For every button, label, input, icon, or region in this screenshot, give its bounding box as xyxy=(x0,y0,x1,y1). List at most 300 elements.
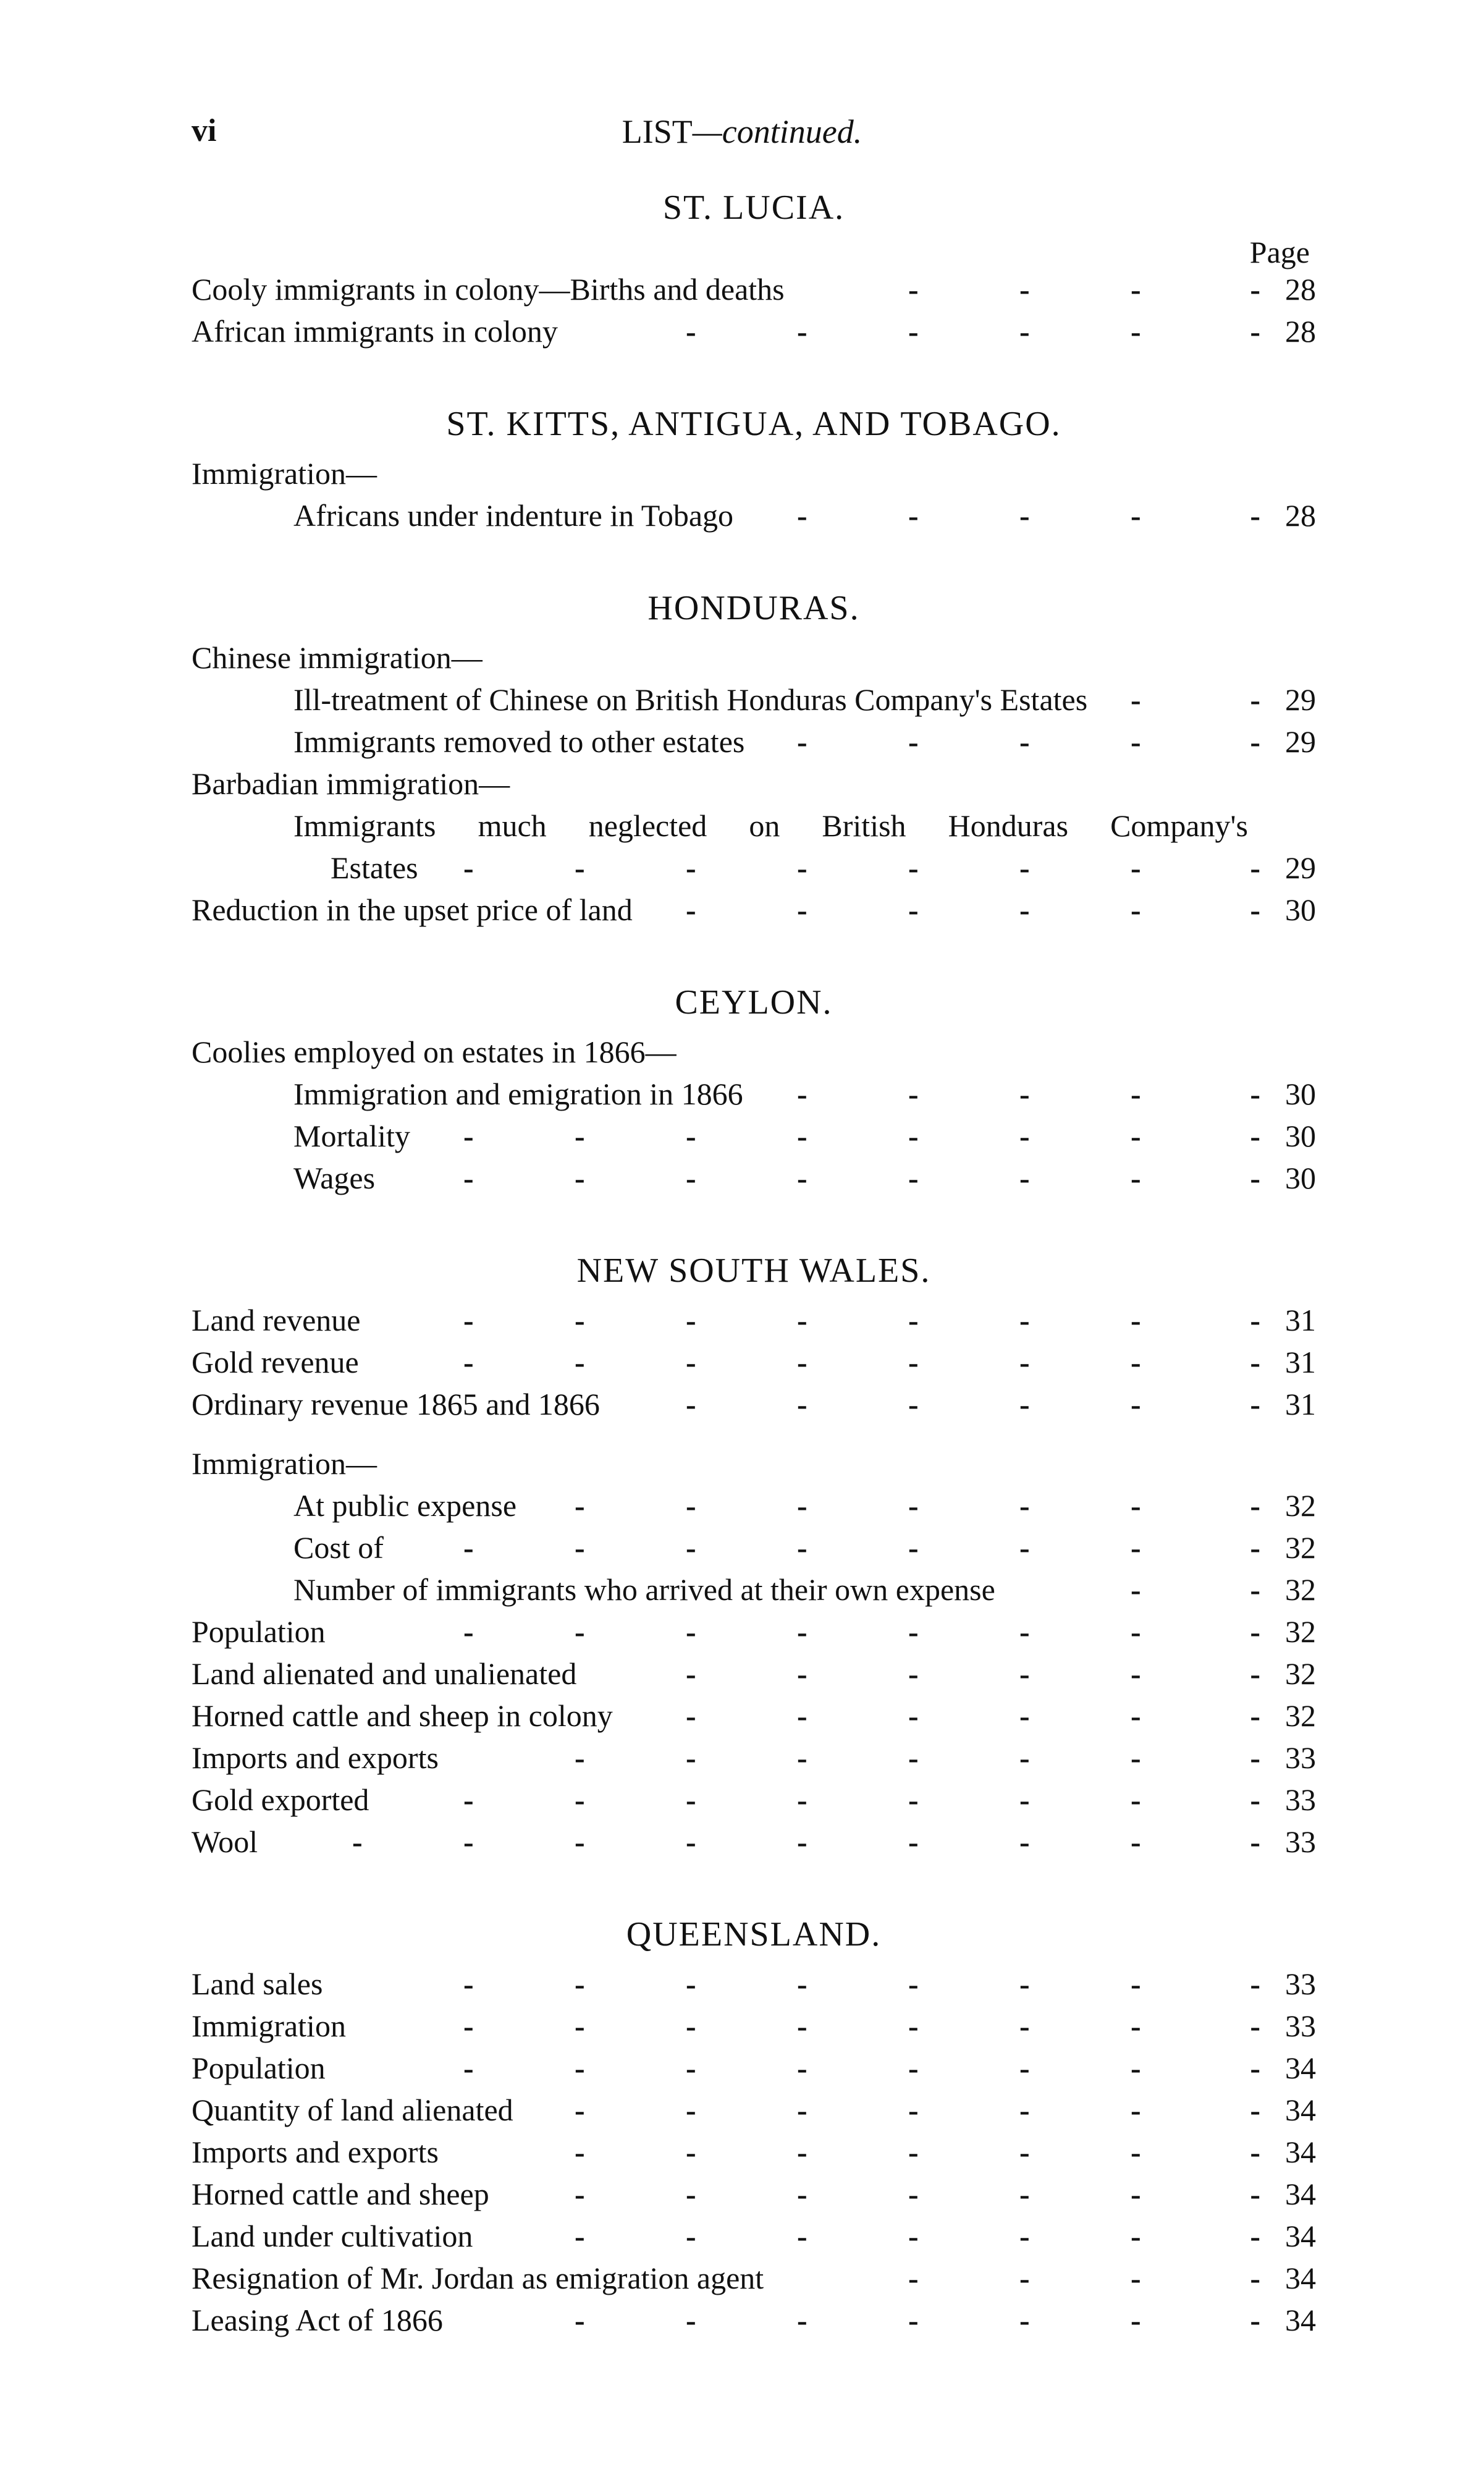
list-entry xyxy=(192,847,1316,889)
leader-dash: - xyxy=(463,1345,474,1379)
leader-dash: - xyxy=(797,2009,807,2043)
list-entry xyxy=(192,1115,1316,1157)
group-heading: Chinese immigration— xyxy=(192,640,483,675)
leader-dash: - xyxy=(908,1530,919,1565)
leader-dash: - xyxy=(463,1530,474,1565)
leader-dash: - xyxy=(908,2051,919,2085)
entry-page: 32 xyxy=(1285,1530,1316,1565)
leader-dash: - xyxy=(1250,1488,1260,1523)
leader-dash: - xyxy=(797,1161,807,1195)
running-title-italic: —continued. xyxy=(692,113,862,150)
leader-dash: - xyxy=(908,1161,919,1195)
entry-text: Land revenue xyxy=(192,1303,361,1337)
section-heading: HONDURAS. xyxy=(647,589,860,627)
leader-dash: - xyxy=(1019,892,1030,927)
list-entry xyxy=(192,889,1316,931)
leader-dash: - xyxy=(1250,1967,1260,2001)
leader-dash: - xyxy=(1250,1077,1260,1111)
group-heading: Immigration— xyxy=(192,456,377,491)
leader-dash: - xyxy=(1131,1782,1141,1817)
list-entry xyxy=(192,494,1316,536)
contents-list xyxy=(192,179,1316,2341)
leader-dash: - xyxy=(797,314,807,349)
section-ceylon xyxy=(192,974,1316,1199)
leader-dash: - xyxy=(1019,1530,1030,1565)
leader-dash: - xyxy=(575,1161,585,1195)
leader-dash: - xyxy=(1019,1161,1030,1195)
leader-dash: - xyxy=(1250,1530,1260,1565)
leader-dash: - xyxy=(575,2219,585,2253)
leader-dash: - xyxy=(463,1161,474,1195)
leader-dash: - xyxy=(1019,1740,1030,1775)
entry-page: 34 xyxy=(1285,2303,1316,2337)
entry-text: Estates xyxy=(331,850,418,885)
leader-dash: - xyxy=(1250,682,1260,717)
leader-dash: - xyxy=(1019,1345,1030,1379)
entry-page: 32 xyxy=(1285,1572,1316,1607)
list-entry xyxy=(192,1963,1316,2005)
leader-dash: - xyxy=(1250,724,1260,759)
list-entry xyxy=(192,2173,1316,2215)
leader-dash: - xyxy=(797,1345,807,1379)
leader-dash: - xyxy=(575,2093,585,2127)
leader-dash: - xyxy=(686,1614,696,1649)
list-entry xyxy=(192,1299,1316,1341)
leader-dash: - xyxy=(575,1530,585,1565)
leader-dash: - xyxy=(797,892,807,927)
leader-dash: - xyxy=(1131,1740,1141,1775)
leader-dash: - xyxy=(1019,2177,1030,2211)
leader-dash: - xyxy=(908,1967,919,2001)
entry-page: 31 xyxy=(1285,1387,1316,1421)
entry-page: 29 xyxy=(1285,682,1316,717)
entry-page: 30 xyxy=(1285,892,1316,927)
leader-dash: - xyxy=(686,1698,696,1733)
leader-dash: - xyxy=(797,2135,807,2169)
leader-dash: - xyxy=(463,1614,474,1649)
leader-dash: - xyxy=(1250,892,1260,927)
leader-dash: - xyxy=(463,1782,474,1817)
entry-text: Horned cattle and sheep xyxy=(192,2177,489,2211)
leader-dash: - xyxy=(797,724,807,759)
leader-dash: - xyxy=(1131,2177,1141,2211)
leader-dash: - xyxy=(686,2093,696,2127)
entry-text: Ill-treatment of Chinese on British Honduras Company's Estates xyxy=(293,682,1088,717)
leader-dash: - xyxy=(1250,1119,1260,1153)
leader-dash: - xyxy=(686,1530,696,1565)
leader-dash: - xyxy=(1250,850,1260,885)
list-entry xyxy=(192,1737,1316,1779)
leader-dash: - xyxy=(352,1824,363,1859)
leader-dash: - xyxy=(797,1698,807,1733)
leader-dash: - xyxy=(463,1119,474,1153)
list-entry xyxy=(192,1527,1316,1569)
leader-dash: - xyxy=(1131,2051,1141,2085)
leader-dash: - xyxy=(1250,1656,1260,1691)
leader-dash: - xyxy=(797,850,807,885)
leader-dash: - xyxy=(1250,2009,1260,2043)
section-st-kitts-antigua-tobago xyxy=(192,396,1316,536)
entry-page: 28 xyxy=(1285,272,1316,307)
leader-dash: - xyxy=(463,2009,474,2043)
entry-text: Cost of xyxy=(293,1530,384,1565)
entry-text: Ordinary revenue 1865 and 1866 xyxy=(192,1387,600,1421)
list-entry xyxy=(192,2089,1316,2131)
leader-dash: - xyxy=(908,892,919,927)
entry-text: Reduction in the upset price of land xyxy=(192,892,633,927)
entry-page: 31 xyxy=(1285,1303,1316,1337)
leader-dash: - xyxy=(575,1488,585,1523)
leader-dash: - xyxy=(575,1119,585,1153)
leader-dash: - xyxy=(1250,2219,1260,2253)
entry-page: 30 xyxy=(1285,1077,1316,1111)
leader-dash: - xyxy=(1250,1824,1260,1859)
leader-dash: - xyxy=(686,1161,696,1195)
leader-dash: - xyxy=(908,724,919,759)
leader-dash: - xyxy=(1131,2303,1141,2337)
entry-page: 29 xyxy=(1285,724,1316,759)
section-heading: NEW SOUTH WALES. xyxy=(576,1251,931,1290)
entry-page: 32 xyxy=(1285,1656,1316,1691)
leader-dash: - xyxy=(1131,1698,1141,1733)
leader-dash: - xyxy=(575,1303,585,1337)
entry-text-line: Immigrants much neglected on British Honduras Company's xyxy=(293,808,1248,843)
leader-dash: - xyxy=(686,1303,696,1337)
leader-dash: - xyxy=(686,2303,696,2337)
leader-dash: - xyxy=(797,2219,807,2253)
leader-dash: - xyxy=(686,2009,696,2043)
section-new-south-wales xyxy=(192,1242,1316,1863)
leader-dash: - xyxy=(908,2303,919,2337)
leader-dash: - xyxy=(1131,1303,1141,1337)
leader-dash: - xyxy=(797,498,807,533)
leader-dash: - xyxy=(1131,1656,1141,1691)
group-heading: Coolies employed on estates in 1866— xyxy=(192,1035,677,1069)
entry-page: 33 xyxy=(1285,2009,1316,2043)
list-entry xyxy=(192,2299,1316,2341)
entry-page: 32 xyxy=(1285,1614,1316,1649)
leader-dash: - xyxy=(1250,2051,1260,2085)
leader-dash: - xyxy=(575,2009,585,2043)
leader-dash: - xyxy=(1019,1119,1030,1153)
leader-dash: - xyxy=(797,1740,807,1775)
leader-dash: - xyxy=(575,1614,585,1649)
leader-dash: - xyxy=(1250,314,1260,349)
leader-dash: - xyxy=(908,1782,919,1817)
list-entry xyxy=(192,1695,1316,1737)
entry-page: 30 xyxy=(1285,1119,1316,1153)
list-entry xyxy=(192,679,1316,721)
list-entry xyxy=(192,1383,1316,1425)
entry-text: African immigrants in colony xyxy=(192,314,558,349)
leader-dash: - xyxy=(1019,2303,1030,2337)
running-title xyxy=(0,112,1484,151)
leader-dash: - xyxy=(575,2303,585,2337)
entry-page: 34 xyxy=(1285,2135,1316,2169)
list-entry xyxy=(192,1611,1316,1653)
leader-dash: - xyxy=(1131,1345,1141,1379)
entry-page: 33 xyxy=(1285,1740,1316,1775)
section-st-lucia xyxy=(192,179,1316,352)
entry-page: 30 xyxy=(1285,1161,1316,1195)
entry-page: 32 xyxy=(1285,1488,1316,1523)
leader-dash: - xyxy=(575,2135,585,2169)
leader-dash: - xyxy=(797,1077,807,1111)
leader-dash: - xyxy=(1019,1967,1030,2001)
leader-dash: - xyxy=(908,850,919,885)
entry-text: Immigration xyxy=(192,2009,346,2043)
leader-dash: - xyxy=(575,1782,585,1817)
list-entry xyxy=(192,2005,1316,2047)
leader-dash: - xyxy=(1131,1161,1141,1195)
entry-page: 34 xyxy=(1285,2261,1316,2295)
entry-page: 28 xyxy=(1285,314,1316,349)
entry-text: Africans under indenture in Tobago xyxy=(293,498,734,533)
leader-dash: - xyxy=(686,1345,696,1379)
leader-dash: - xyxy=(908,1387,919,1421)
leader-dash: - xyxy=(1250,2303,1260,2337)
group-heading: Barbadian immigration— xyxy=(192,766,510,801)
leader-dash: - xyxy=(1250,1303,1260,1337)
entry-text: Wages xyxy=(293,1161,376,1195)
leader-dash: - xyxy=(1131,1077,1141,1111)
leader-dash: - xyxy=(1019,724,1030,759)
entry-text: Horned cattle and sheep in colony xyxy=(192,1698,613,1733)
leader-dash: - xyxy=(908,272,919,307)
entry-page: 29 xyxy=(1285,850,1316,885)
leader-dash: - xyxy=(686,2051,696,2085)
section-heading: QUEENSLAND. xyxy=(626,1915,882,1954)
entry-page: 31 xyxy=(1285,1345,1316,1379)
leader-dash: - xyxy=(1250,2093,1260,2127)
running-title-main: LIST xyxy=(622,113,693,150)
list-entry xyxy=(192,2215,1316,2257)
entry-text: Land under cultivation xyxy=(192,2219,473,2253)
leader-dash: - xyxy=(463,2051,474,2085)
leader-dash: - xyxy=(686,1387,696,1421)
leader-dash: - xyxy=(463,1967,474,2001)
leader-dash: - xyxy=(1131,1614,1141,1649)
list-entry xyxy=(192,1157,1316,1199)
leader-dash: - xyxy=(1019,1303,1030,1337)
leader-dash: - xyxy=(1019,498,1030,533)
leader-dash: - xyxy=(1131,1488,1141,1523)
leader-dash: - xyxy=(686,2219,696,2253)
leader-dash: - xyxy=(908,1488,919,1523)
leader-dash: - xyxy=(686,1488,696,1523)
leader-dash: - xyxy=(1250,1572,1260,1607)
leader-dash: - xyxy=(1019,1077,1030,1111)
leader-dash: - xyxy=(1250,2177,1260,2211)
leader-dash: - xyxy=(1019,1698,1030,1733)
leader-dash: - xyxy=(797,1303,807,1337)
leader-dash: - xyxy=(686,2135,696,2169)
list-entry xyxy=(192,268,1316,310)
leader-dash: - xyxy=(1019,272,1030,307)
list-entry xyxy=(192,2257,1316,2299)
leader-dash: - xyxy=(1019,2051,1030,2085)
leader-dash: - xyxy=(1019,2009,1030,2043)
leader-dash: - xyxy=(797,1119,807,1153)
entry-text: Wool xyxy=(192,1824,258,1859)
section-heading: CEYLON. xyxy=(675,983,833,1022)
leader-dash: - xyxy=(575,2051,585,2085)
entry-text: Population xyxy=(192,2051,326,2085)
leader-dash: - xyxy=(575,2177,585,2211)
entry-text: Land sales xyxy=(192,1967,323,2001)
leader-dash: - xyxy=(1250,1782,1260,1817)
leader-dash: - xyxy=(1131,724,1141,759)
leader-dash: - xyxy=(575,1967,585,2001)
entry-text: Leasing Act of 1866 xyxy=(192,2303,443,2337)
list-entry xyxy=(192,1484,1316,1527)
leader-dash: - xyxy=(908,2009,919,2043)
section-heading: ST. KITTS, ANTIGUA, AND TOBAGO. xyxy=(446,405,1061,443)
leader-dash: - xyxy=(1019,2219,1030,2253)
section-queensland xyxy=(192,1906,1316,2341)
leader-dash: - xyxy=(1019,314,1030,349)
list-entry xyxy=(192,1653,1316,1695)
leader-dash: - xyxy=(1019,1782,1030,1817)
entry-page: 33 xyxy=(1285,1967,1316,2001)
entry-page: 33 xyxy=(1285,1782,1316,1817)
entry-text: Land alienated and unalienated xyxy=(192,1656,577,1691)
list-entry xyxy=(192,1341,1316,1383)
entry-page: 34 xyxy=(1285,2051,1316,2085)
list-entry xyxy=(192,1073,1316,1115)
leader-dash: - xyxy=(908,2261,919,2295)
leader-dash: - xyxy=(1250,1345,1260,1379)
leader-dash: - xyxy=(1131,1387,1141,1421)
entry-text: Resignation of Mr. Jordan as emigration agent xyxy=(192,2261,764,2295)
leader-dash: - xyxy=(686,1740,696,1775)
leader-dash: - xyxy=(1250,498,1260,533)
group-heading: Immigration— xyxy=(192,1446,377,1481)
leader-dash: - xyxy=(686,1967,696,2001)
entry-text: Cooly immigrants in colony—Births and deaths xyxy=(192,272,785,307)
section-heading: ST. LUCIA. xyxy=(662,188,845,227)
list-entry xyxy=(192,310,1316,352)
leader-dash: - xyxy=(908,314,919,349)
leader-dash: - xyxy=(575,1824,585,1859)
leader-dash: - xyxy=(1250,1740,1260,1775)
leader-dash: - xyxy=(1250,272,1260,307)
leader-dash: - xyxy=(1131,272,1141,307)
leader-dash: - xyxy=(463,1824,474,1859)
leader-dash: - xyxy=(797,1530,807,1565)
entry-text: Imports and exports xyxy=(192,2135,439,2169)
leader-dash: - xyxy=(797,1387,807,1421)
entry-text: Gold revenue xyxy=(192,1345,359,1379)
list-entry xyxy=(192,2131,1316,2173)
leader-dash: - xyxy=(686,1824,696,1859)
leader-dash: - xyxy=(1131,2261,1141,2295)
leader-dash: - xyxy=(686,2177,696,2211)
leader-dash: - xyxy=(1250,1698,1260,1733)
leader-dash: - xyxy=(1250,1614,1260,1649)
entry-text: Immigrants removed to other estates xyxy=(293,724,745,759)
leader-dash: - xyxy=(1019,1387,1030,1421)
leader-dash: - xyxy=(1019,2261,1030,2295)
leader-dash: - xyxy=(1250,2261,1260,2295)
section-honduras xyxy=(192,580,1316,931)
leader-dash: - xyxy=(908,1614,919,1649)
leader-dash: - xyxy=(1019,2093,1030,2127)
leader-dash: - xyxy=(908,2135,919,2169)
leader-dash: - xyxy=(908,1824,919,1859)
entry-text: Quantity of land alienated xyxy=(192,2093,513,2127)
entry-page: 34 xyxy=(1285,2093,1316,2127)
leader-dash: - xyxy=(908,1303,919,1337)
list-entry xyxy=(192,2047,1316,2089)
leader-dash: - xyxy=(1131,682,1141,717)
running-head xyxy=(0,112,1484,162)
page-column-label: Page xyxy=(1249,235,1310,269)
leader-dash: - xyxy=(1131,1572,1141,1607)
leader-dash: - xyxy=(1250,2135,1260,2169)
leader-dash: - xyxy=(686,314,696,349)
leader-dash: - xyxy=(1131,498,1141,533)
list-entry xyxy=(192,1779,1316,1821)
leader-dash: - xyxy=(1131,1530,1141,1565)
leader-dash: - xyxy=(1131,850,1141,885)
leader-dash: - xyxy=(1131,2093,1141,2127)
leader-dash: - xyxy=(1131,2135,1141,2169)
entry-text: Imports and exports xyxy=(192,1740,439,1775)
entry-text: Number of immigrants who arrived at their own expense xyxy=(293,1572,995,1607)
leader-dash: - xyxy=(797,2093,807,2127)
leader-dash: - xyxy=(908,2219,919,2253)
leader-dash: - xyxy=(1019,850,1030,885)
leader-dash: - xyxy=(797,1656,807,1691)
leader-dash: - xyxy=(797,1488,807,1523)
leader-dash: - xyxy=(908,2177,919,2211)
leader-dash: - xyxy=(908,1656,919,1691)
leader-dash: - xyxy=(1131,314,1141,349)
page-folio: vi xyxy=(192,113,217,148)
leader-dash: - xyxy=(575,1740,585,1775)
entry-text: At public expense xyxy=(293,1488,517,1523)
leader-dash: - xyxy=(797,1967,807,2001)
entry-text: Gold exported xyxy=(192,1782,369,1817)
list-entry xyxy=(192,721,1316,763)
leader-dash: - xyxy=(1019,1614,1030,1649)
entry-page: 34 xyxy=(1285,2177,1316,2211)
list-entry xyxy=(192,1569,1316,1611)
leader-dash: - xyxy=(463,850,474,885)
list-entry xyxy=(192,1821,1316,1863)
leader-dash: - xyxy=(908,2093,919,2127)
leader-dash: - xyxy=(797,2177,807,2211)
leader-dash: - xyxy=(908,1698,919,1733)
leader-dash: - xyxy=(1131,2219,1141,2253)
leader-dash: - xyxy=(1019,1488,1030,1523)
leader-dash: - xyxy=(797,2051,807,2085)
leader-dash: - xyxy=(797,1614,807,1649)
leader-dash: - xyxy=(797,1824,807,1859)
leader-dash: - xyxy=(908,498,919,533)
leader-dash: - xyxy=(575,850,585,885)
leader-dash: - xyxy=(1019,1656,1030,1691)
entry-text: Population xyxy=(192,1614,326,1649)
entry-page: 33 xyxy=(1285,1824,1316,1859)
leader-dash: - xyxy=(1131,1967,1141,2001)
leader-dash: - xyxy=(686,1656,696,1691)
leader-dash: - xyxy=(908,1119,919,1153)
leader-dash: - xyxy=(686,1782,696,1817)
leader-dash: - xyxy=(575,1345,585,1379)
leader-dash: - xyxy=(1131,1824,1141,1859)
